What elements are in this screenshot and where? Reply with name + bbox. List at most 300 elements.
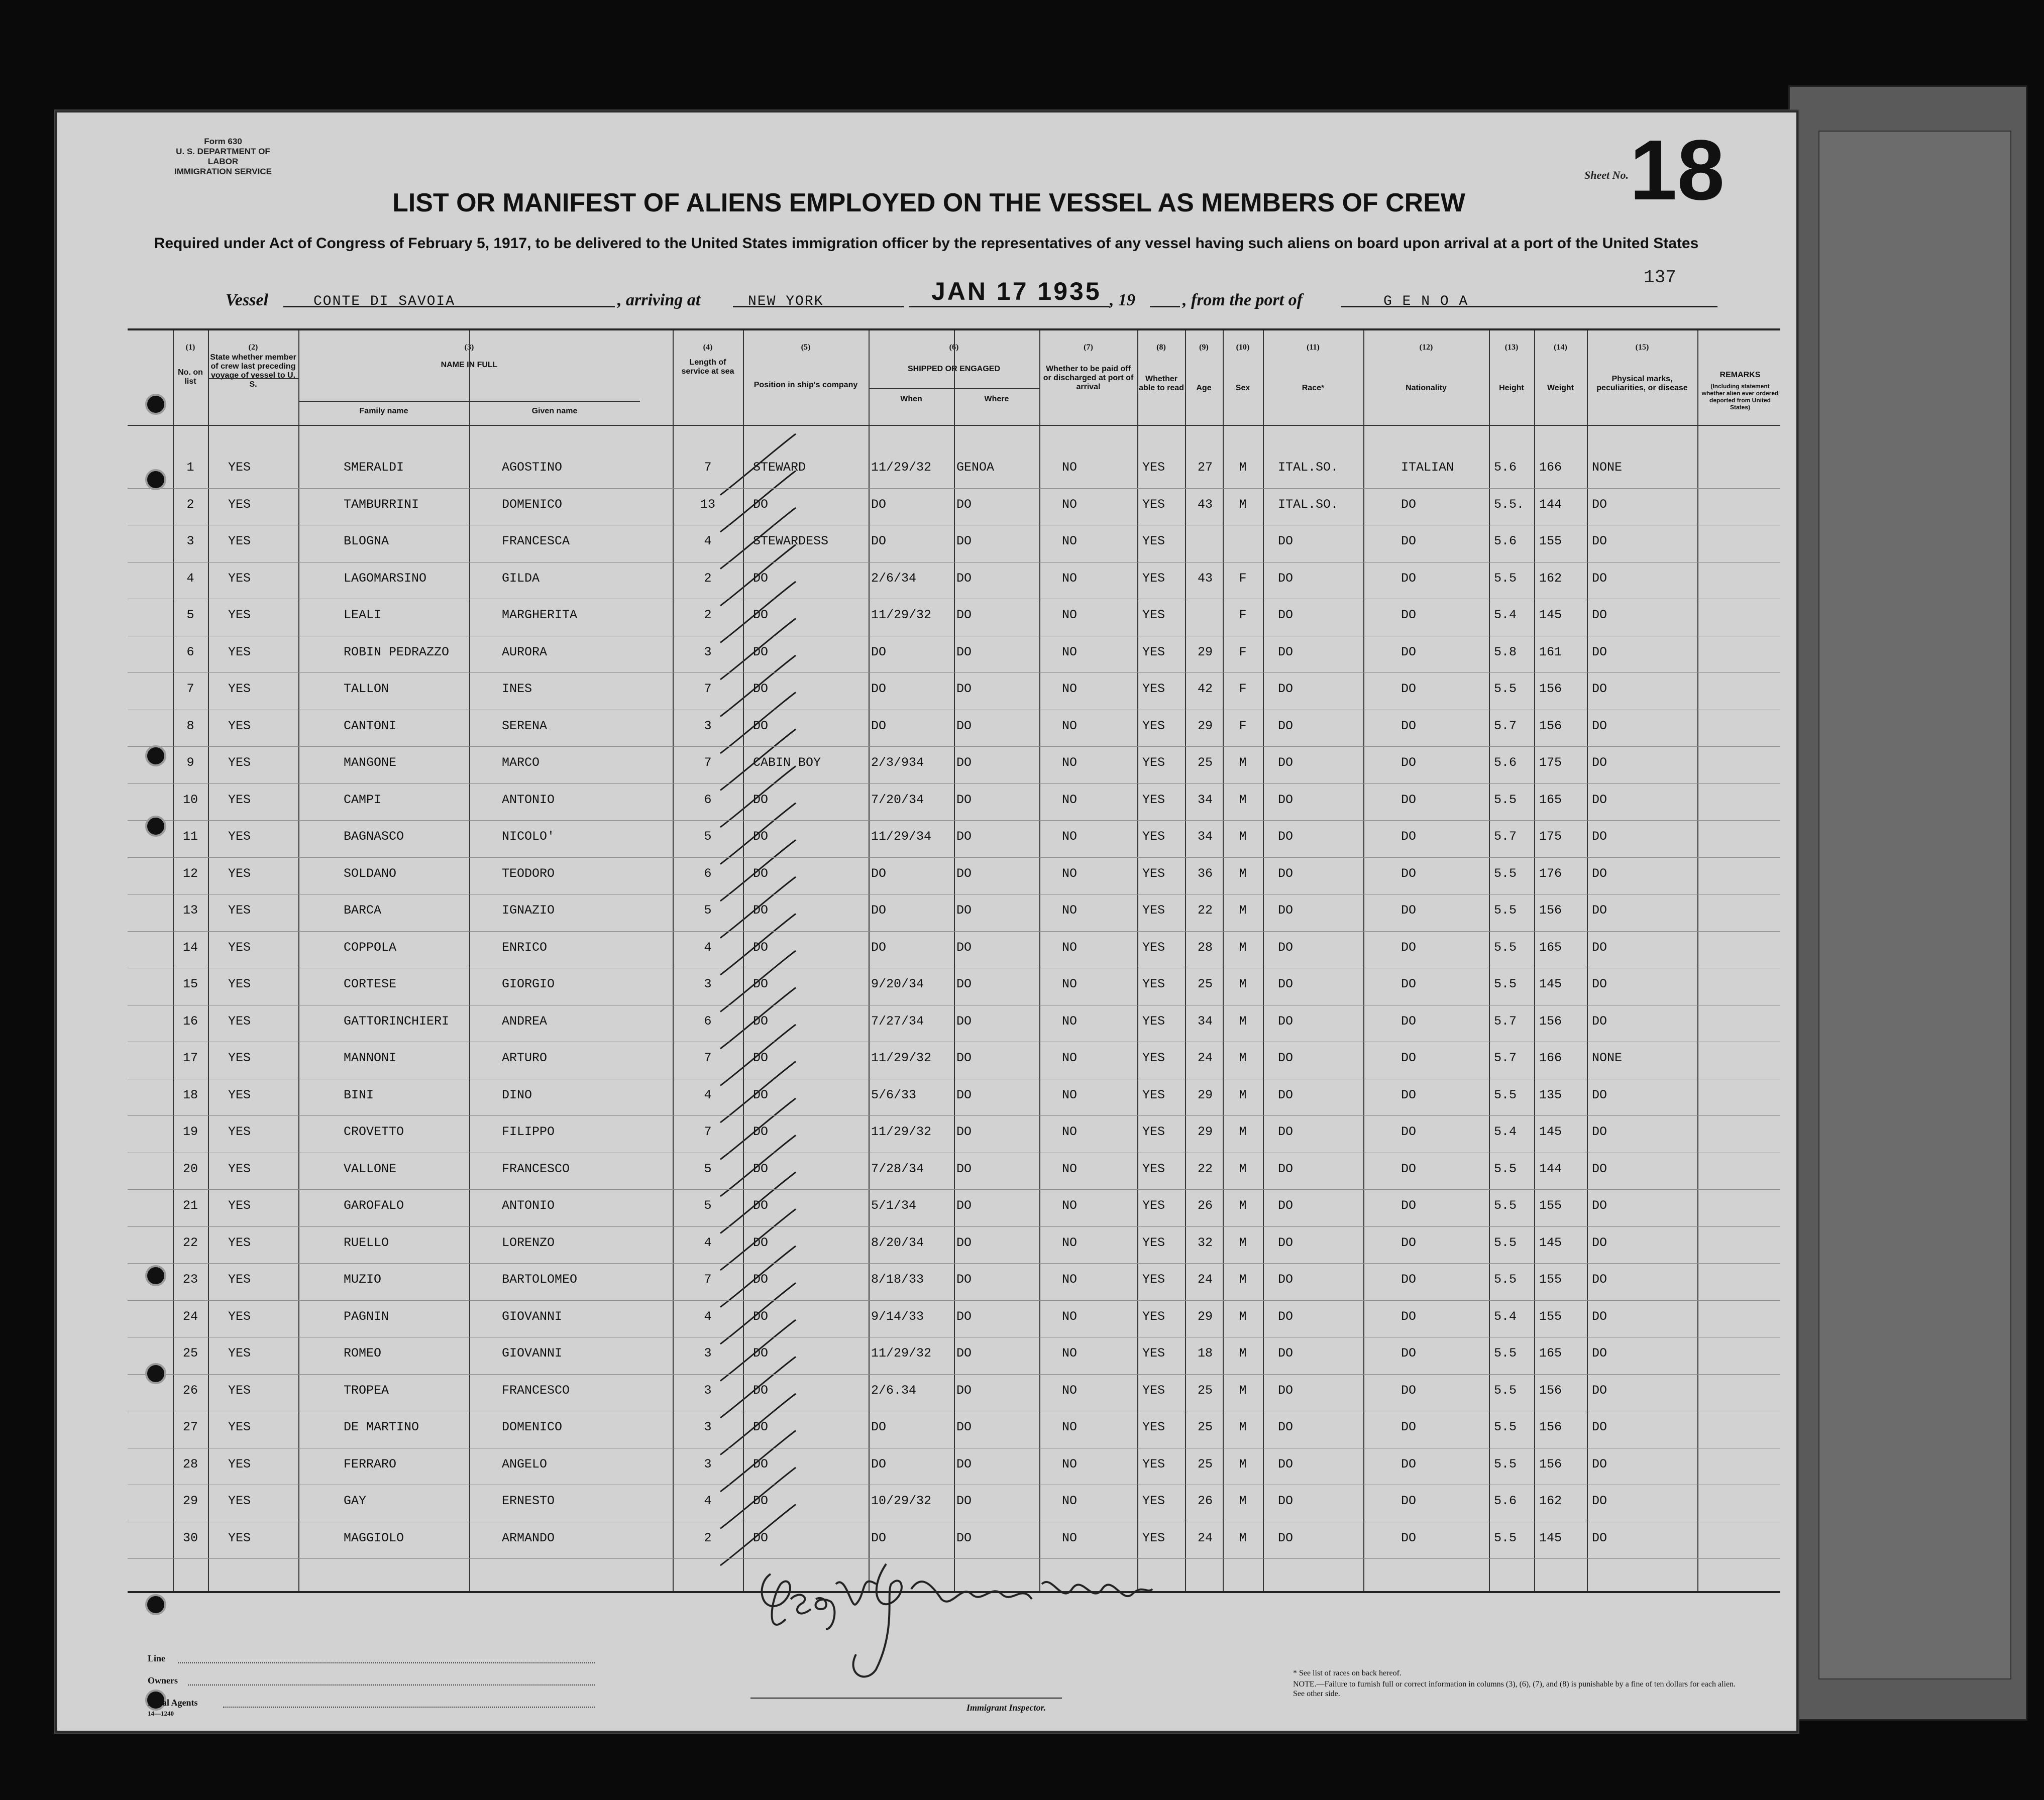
col-height: Height: [1499, 384, 1524, 392]
cell-prev: YES: [228, 571, 251, 586]
cell-when: 5/1/34: [871, 1198, 917, 1213]
cell-marks: DO: [1592, 1383, 1607, 1398]
cell-race: DO: [1278, 1124, 1294, 1139]
cell-age: 29: [1197, 718, 1213, 733]
cell-family: TAMBURRINI: [344, 497, 419, 512]
cell-given: ANTONIO: [502, 792, 555, 807]
column-divider: [469, 330, 470, 1591]
cell-given: LORENZO: [502, 1235, 555, 1250]
cell-when: 7/28/34: [871, 1161, 924, 1176]
cell-nationality: DO: [1401, 1235, 1417, 1250]
cell-weight: 161: [1539, 644, 1562, 659]
column-divider: [1489, 330, 1490, 1591]
colnum-10: (10): [1236, 343, 1250, 352]
cell-age: 25: [1197, 755, 1213, 770]
cell-family: LAGOMARSINO: [344, 571, 427, 586]
cell-nationality: DO: [1401, 644, 1417, 659]
cell-family: MUZIO: [344, 1272, 382, 1287]
cell-sex: M: [1239, 1309, 1247, 1324]
col-given-name: Given name: [531, 407, 578, 415]
cell-height: 5.8: [1494, 644, 1517, 659]
cell-marks: DO: [1592, 682, 1607, 696]
cell-height: 5.5: [1494, 792, 1517, 807]
cell-service: 4: [704, 534, 712, 548]
column-divider: [1587, 330, 1588, 1591]
cell-weight: 144: [1539, 1161, 1562, 1176]
form-number: Form 630: [204, 137, 242, 146]
cell-service: 4: [704, 1087, 712, 1102]
cell-prev: YES: [228, 1087, 251, 1102]
colnum-1: (1): [185, 343, 195, 352]
cell-age: 22: [1197, 903, 1213, 918]
cell-race: DO: [1278, 1014, 1294, 1029]
sheet-label: Sheet No.: [1584, 169, 1629, 181]
cell-position: STEWARDESS: [753, 534, 829, 548]
cell-nationality: DO: [1401, 1124, 1417, 1139]
colnum-12: (12): [1419, 343, 1433, 352]
cell-prev: YES: [228, 644, 251, 659]
cell-age: 24: [1197, 1051, 1213, 1065]
cell-no: 30: [182, 1530, 198, 1545]
cell-family: CAMPI: [344, 792, 382, 807]
cell-sex: M: [1239, 1456, 1247, 1472]
cell-weight: 176: [1539, 866, 1562, 881]
cell-sex: F: [1239, 718, 1247, 733]
cell-read: YES: [1142, 1014, 1165, 1029]
cell-race: DO: [1278, 1309, 1294, 1324]
cell-family: BINI: [344, 1087, 374, 1102]
cell-where: DO: [956, 1087, 972, 1102]
cell-prev: YES: [228, 1051, 251, 1065]
cell-read: YES: [1142, 534, 1165, 548]
cell-family: TROPEA: [344, 1383, 389, 1398]
cell-position: DO: [753, 1051, 769, 1065]
cell-paid: NO: [1062, 792, 1078, 807]
cell-height: 5.7: [1494, 1014, 1517, 1029]
inspector-line: [750, 1695, 1062, 1699]
cell-when: DO: [871, 1456, 887, 1472]
col-shipped: SHIPPED OR ENGAGED: [907, 365, 1001, 373]
cell-sex: M: [1239, 1235, 1247, 1250]
cell-race: DO: [1278, 977, 1294, 991]
cell-height: 5.4: [1494, 1309, 1517, 1324]
cell-prev: YES: [228, 460, 251, 475]
cell-age: 24: [1197, 1272, 1213, 1287]
cell-service: 5: [704, 1161, 712, 1176]
cell-position: DO: [753, 1383, 769, 1398]
column-divider: [869, 330, 870, 1591]
cell-weight: 166: [1539, 460, 1562, 475]
cell-sex: F: [1239, 608, 1247, 622]
cell-nationality: DO: [1401, 829, 1417, 844]
cell-no: 28: [182, 1456, 198, 1472]
cell-where: DO: [956, 829, 972, 844]
cell-marks: DO: [1592, 792, 1607, 807]
cell-prev: YES: [228, 718, 251, 733]
cell-given: MARGHERITA: [502, 608, 578, 622]
colnum-7: (7): [1084, 343, 1093, 352]
cell-paid: NO: [1062, 903, 1078, 918]
cell-weight: 144: [1539, 497, 1562, 512]
cell-race: DO: [1278, 608, 1294, 622]
row-divider: [128, 1226, 1780, 1227]
cell-given: FRANCESCA: [502, 534, 570, 548]
arriving-port: NEW YORK: [748, 294, 824, 309]
cell-given: FRANCESCO: [502, 1383, 570, 1398]
cell-position: DO: [753, 1530, 769, 1545]
cell-read: YES: [1142, 571, 1165, 586]
cell-sex: M: [1239, 940, 1247, 955]
cell-no: 21: [182, 1198, 198, 1213]
column-divider: [1697, 330, 1698, 1591]
cell-service: 7: [704, 1051, 712, 1065]
col-no: No. on list: [178, 368, 203, 386]
cell-prev: YES: [228, 1346, 251, 1361]
cell-family: SOLDANO: [344, 866, 397, 881]
cell-read: YES: [1142, 497, 1165, 512]
cell-where: DO: [956, 940, 972, 955]
cell-where: DO: [956, 1124, 972, 1139]
cell-service: 5: [704, 829, 712, 844]
cell-age: 25: [1197, 1383, 1213, 1398]
cell-height: 5.5: [1494, 682, 1517, 696]
cell-given: DOMENICO: [502, 1420, 563, 1434]
cell-prev: YES: [228, 608, 251, 622]
agents-field: [223, 1704, 595, 1708]
cell-nationality: DO: [1401, 1087, 1417, 1102]
cell-family: RUELLO: [344, 1235, 389, 1250]
cell-where: DO: [956, 755, 972, 770]
cell-age: 43: [1197, 497, 1213, 512]
cell-when: 11/29/32: [871, 460, 932, 475]
cell-marks: DO: [1592, 903, 1607, 918]
cell-paid: NO: [1062, 644, 1078, 659]
cell-given: IGNAZIO: [502, 903, 555, 918]
department: U. S. DEPARTMENT OF LABOR: [176, 147, 270, 166]
cell-weight: 145: [1539, 1124, 1562, 1139]
cell-where: DO: [956, 1235, 972, 1250]
cell-given: FILIPPO: [502, 1124, 555, 1139]
header-divider: [298, 401, 640, 402]
cell-when: 5/6/33: [871, 1087, 917, 1102]
cell-position: STEWARD: [753, 460, 806, 475]
cell-position: DO: [753, 829, 769, 844]
cell-position: DO: [753, 1272, 769, 1287]
cell-marks: DO: [1592, 977, 1607, 991]
cell-given: ANDREA: [502, 1014, 548, 1029]
cell-position: DO: [753, 682, 769, 696]
cell-marks: DO: [1592, 755, 1607, 770]
cell-family: GAY: [344, 1494, 367, 1508]
cell-sex: M: [1239, 1161, 1247, 1176]
cell-race: DO: [1278, 1383, 1294, 1398]
cell-weight: 156: [1539, 718, 1562, 733]
cell-position: CABIN BOY: [753, 755, 821, 770]
cell-race: ITAL.SO.: [1278, 460, 1339, 475]
colnum-6: (6): [949, 343, 959, 352]
cell-marks: DO: [1592, 1124, 1607, 1139]
cell-marks: DO: [1592, 1456, 1607, 1472]
note-races: * See list of races on back hereof.: [1293, 1669, 1402, 1677]
cell-no: 11: [182, 829, 198, 844]
cell-position: DO: [753, 1235, 769, 1250]
cell-no: 25: [182, 1346, 198, 1361]
cell-position: DO: [753, 1456, 769, 1472]
cell-no: 8: [186, 718, 194, 733]
cell-paid: NO: [1062, 1235, 1078, 1250]
cell-paid: NO: [1062, 1346, 1078, 1361]
header-divider: [869, 388, 1039, 389]
page-count: 137: [1644, 267, 1676, 288]
cell-when: 8/18/33: [871, 1272, 924, 1287]
cell-read: YES: [1142, 1530, 1165, 1545]
cell-age: 18: [1197, 1346, 1213, 1361]
column-divider: [1263, 330, 1264, 1591]
cell-when: 7/20/34: [871, 792, 924, 807]
cell-prev: YES: [228, 1530, 251, 1545]
cell-age: 29: [1197, 644, 1213, 659]
cell-sex: M: [1239, 1494, 1247, 1508]
cell-age: 22: [1197, 1161, 1213, 1176]
cell-height: 5.5: [1494, 1530, 1517, 1545]
cell-given: INES: [502, 682, 532, 696]
cell-given: ANGELO: [502, 1456, 548, 1472]
cell-marks: DO: [1592, 718, 1607, 733]
binder-hole: [145, 394, 166, 415]
cell-family: CORTESE: [344, 977, 397, 991]
colnum-11: (11): [1307, 343, 1320, 352]
cell-height: 5.6: [1494, 460, 1517, 475]
row-divider: [128, 746, 1780, 747]
cell-service: 3: [704, 1420, 712, 1434]
cell-read: YES: [1142, 977, 1165, 991]
cell-height: 5.5: [1494, 1161, 1517, 1176]
binder-hole: [145, 1363, 166, 1384]
cell-no: 27: [182, 1420, 198, 1434]
row-divider: [128, 820, 1780, 821]
colnum-15: (15): [1635, 343, 1649, 352]
cell-read: YES: [1142, 718, 1165, 733]
cell-when: DO: [871, 644, 887, 659]
cell-service: 4: [704, 1309, 712, 1324]
cell-age: 25: [1197, 1456, 1213, 1472]
cell-nationality: DO: [1401, 1494, 1417, 1508]
cell-weight: 155: [1539, 1309, 1562, 1324]
cell-nationality: DO: [1401, 718, 1417, 733]
cell-marks: DO: [1592, 1087, 1607, 1102]
colnum-5: (5): [801, 343, 811, 352]
cell-weight: 155: [1539, 534, 1562, 548]
inspector-signature: [750, 1554, 1203, 1695]
cell-age: 26: [1197, 1198, 1213, 1213]
cell-weight: 175: [1539, 755, 1562, 770]
cell-when: 2/6.34: [871, 1383, 917, 1398]
cell-race: DO: [1278, 940, 1294, 955]
col-weight: Weight: [1547, 384, 1574, 392]
cell-age: 34: [1197, 1014, 1213, 1029]
row-divider: [128, 1374, 1780, 1375]
cell-nationality: DO: [1401, 608, 1417, 622]
cell-height: 5.5: [1494, 1198, 1517, 1213]
cell-nationality: DO: [1401, 1272, 1417, 1287]
cell-given: DOMENICO: [502, 497, 563, 512]
cell-weight: 166: [1539, 1051, 1562, 1065]
cell-no: 3: [186, 534, 194, 548]
cell-family: VALLONE: [344, 1161, 397, 1176]
cell-position: DO: [753, 1309, 769, 1324]
cell-no: 4: [186, 571, 194, 586]
cell-weight: 156: [1539, 1383, 1562, 1398]
cell-service: 3: [704, 644, 712, 659]
row-divider: [128, 1115, 1780, 1116]
col-read: Whether able to read: [1139, 375, 1184, 392]
cell-height: 5.6: [1494, 1494, 1517, 1508]
cell-read: YES: [1142, 1124, 1165, 1139]
cell-no: 1: [186, 460, 194, 475]
cell-age: 29: [1197, 1309, 1213, 1324]
cell-age: 29: [1197, 1087, 1213, 1102]
cell-paid: NO: [1062, 829, 1078, 844]
cell-service: 2: [704, 1530, 712, 1545]
cell-height: 5.5: [1494, 940, 1517, 955]
cell-weight: 165: [1539, 792, 1562, 807]
cell-prev: YES: [228, 1272, 251, 1287]
cell-race: DO: [1278, 1530, 1294, 1545]
cell-when: DO: [871, 718, 887, 733]
cell-service: 4: [704, 1235, 712, 1250]
cell-height: 5.5: [1494, 1346, 1517, 1361]
cell-when: 11/29/32: [871, 1124, 932, 1139]
cell-paid: NO: [1062, 977, 1078, 991]
cell-family: BARCA: [344, 903, 382, 918]
binder-hole: [145, 745, 166, 766]
cell-marks: DO: [1592, 608, 1607, 622]
cell-where: DO: [956, 534, 972, 548]
cell-prev: YES: [228, 1014, 251, 1029]
cell-paid: NO: [1062, 460, 1078, 475]
cell-race: DO: [1278, 1456, 1294, 1472]
cell-height: 5.7: [1494, 718, 1517, 733]
cell-race: DO: [1278, 792, 1294, 807]
cell-given: TEODORO: [502, 866, 555, 881]
cell-weight: 145: [1539, 608, 1562, 622]
cell-when: DO: [871, 497, 887, 512]
cell-no: 2: [186, 497, 194, 512]
cell-service: 3: [704, 1383, 712, 1398]
cell-height: 5.7: [1494, 1051, 1517, 1065]
cell-position: DO: [753, 1161, 769, 1176]
col-physical: Physical marks, peculiarities, or disease: [1596, 375, 1688, 392]
cell-family: MANGONE: [344, 755, 397, 770]
cell-service: 5: [704, 1198, 712, 1213]
cell-where: DO: [956, 497, 972, 512]
owners-label: Owners: [148, 1675, 178, 1685]
header-divider: [128, 425, 1780, 426]
binder-hole: [145, 1265, 166, 1286]
cell-height: 5.5: [1494, 1235, 1517, 1250]
cell-where: DO: [956, 1383, 972, 1398]
cell-nationality: DO: [1401, 903, 1417, 918]
page-subtitle: Required under Act of Congress of February 5, 1917, to be delivered to the United States immigration officer by the representatives of any vessel having such aliens on board upon arrival at a port of the United States: [154, 235, 1699, 252]
cell-height: 5.5: [1494, 1087, 1517, 1102]
cell-sex: M: [1239, 1530, 1247, 1545]
cell-race: DO: [1278, 1235, 1294, 1250]
cell-height: 5.5: [1494, 1383, 1517, 1398]
cell-marks: DO: [1592, 1272, 1607, 1287]
cell-when: DO: [871, 682, 887, 696]
row-divider: [128, 488, 1780, 489]
cell-paid: NO: [1062, 1198, 1078, 1213]
cell-paid: NO: [1062, 534, 1078, 548]
cell-age: 34: [1197, 829, 1213, 844]
cell-nationality: DO: [1401, 1346, 1417, 1361]
cell-prev: YES: [228, 1383, 251, 1398]
col-where: Where: [984, 395, 1009, 403]
cell-service: 3: [704, 1346, 712, 1361]
cell-when: 8/20/34: [871, 1235, 924, 1250]
cell-marks: DO: [1592, 866, 1607, 881]
cell-weight: 156: [1539, 1456, 1562, 1472]
cell-marks: DO: [1592, 940, 1607, 955]
cell-no: 12: [182, 866, 198, 881]
cell-nationality: DO: [1401, 497, 1417, 512]
cell-prev: YES: [228, 1309, 251, 1324]
cell-no: 13: [182, 903, 198, 918]
cell-age: 28: [1197, 940, 1213, 955]
cell-read: YES: [1142, 644, 1165, 659]
cell-paid: NO: [1062, 1309, 1078, 1324]
cell-nationality: DO: [1401, 866, 1417, 881]
cell-family: TALLON: [344, 682, 389, 696]
cell-paid: NO: [1062, 1383, 1078, 1398]
cell-no: 22: [182, 1235, 198, 1250]
cell-race: DO: [1278, 1087, 1294, 1102]
cell-read: YES: [1142, 1346, 1165, 1361]
cell-marks: DO: [1592, 1014, 1607, 1029]
row-divider: [128, 857, 1780, 858]
cell-sex: M: [1239, 1198, 1247, 1213]
cell-family: DE MARTINO: [344, 1420, 419, 1434]
cell-service: 4: [704, 940, 712, 955]
column-divider: [743, 330, 744, 1591]
row-divider: [128, 1300, 1780, 1301]
cell-paid: NO: [1062, 940, 1078, 955]
cell-given: FRANCESCO: [502, 1161, 570, 1176]
cell-age: 25: [1197, 977, 1213, 991]
cell-when: DO: [871, 866, 887, 881]
cell-read: YES: [1142, 1051, 1165, 1065]
cell-position: DO: [753, 1346, 769, 1361]
cell-no: 10: [182, 792, 198, 807]
cell-where: DO: [956, 1494, 972, 1508]
cell-sex: M: [1239, 866, 1247, 881]
cell-when: DO: [871, 940, 887, 955]
cell-where: GENOA: [956, 460, 995, 475]
cell-when: 9/14/33: [871, 1309, 924, 1324]
column-divider: [1039, 330, 1040, 1591]
cell-when: 7/27/34: [871, 1014, 924, 1029]
cell-prev: YES: [228, 866, 251, 881]
cell-read: YES: [1142, 1198, 1165, 1213]
column-divider: [1534, 330, 1535, 1591]
cell-weight: 156: [1539, 903, 1562, 918]
col-service: Length of service at sea: [681, 358, 734, 376]
cell-family: FERRARO: [344, 1456, 397, 1472]
cell-service: 6: [704, 1014, 712, 1029]
cell-prev: YES: [228, 1198, 251, 1213]
cell-read: YES: [1142, 1420, 1165, 1434]
cell-no: 17: [182, 1051, 198, 1065]
